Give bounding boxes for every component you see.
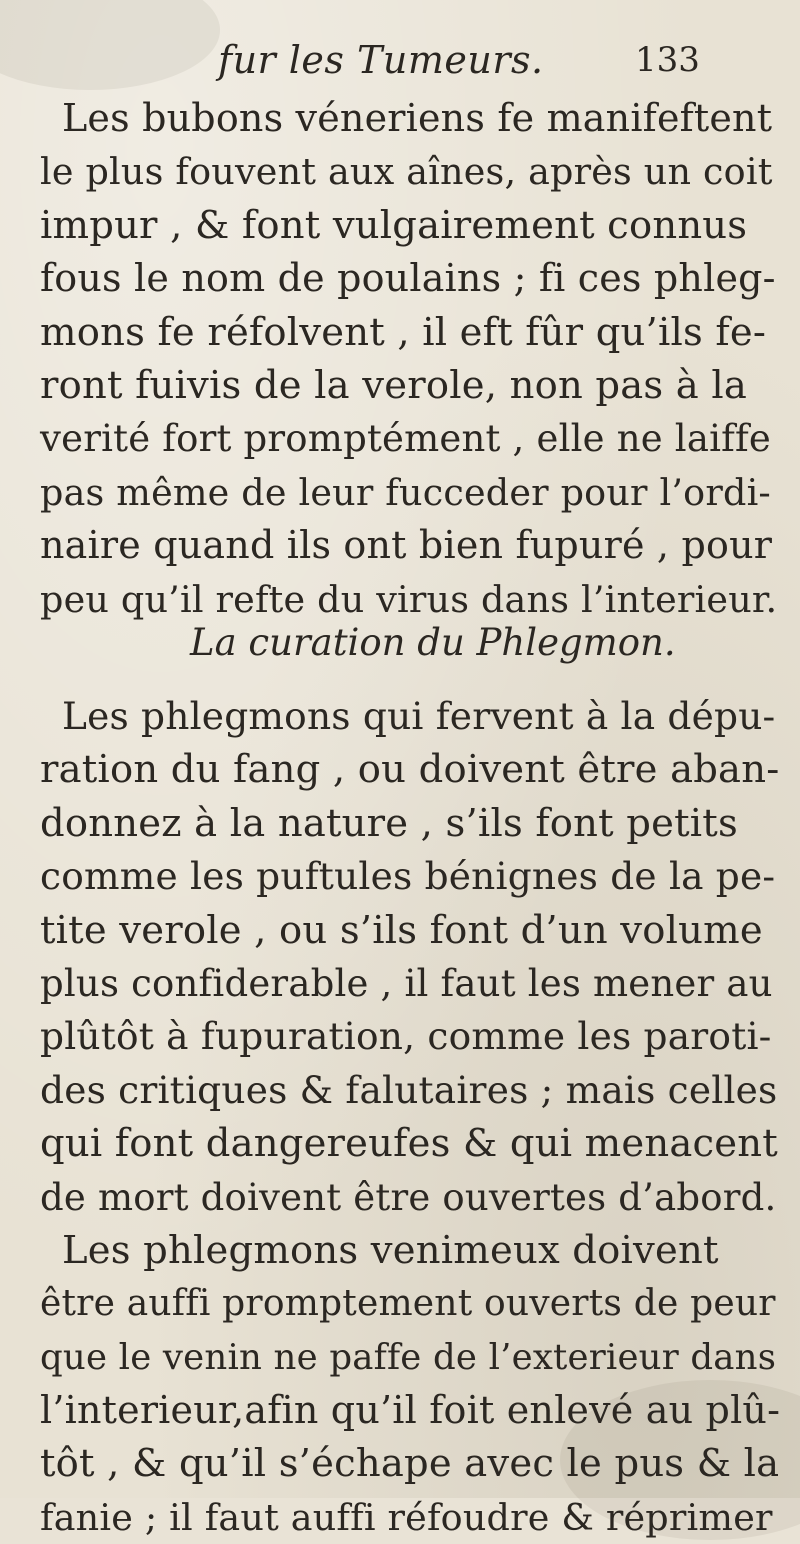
text-line: ront fuivis de la verole, non pas à la — [40, 362, 748, 408]
text-line: impur , & font vulgairement connus — [40, 202, 748, 248]
text-line: fous le nom de poulains ; fi ces phleg- — [40, 256, 776, 301]
paragraph-phlegmons — [40, 690, 780, 1544]
running-head: fur les Tumeurs. — [218, 38, 544, 82]
text-line: verité fort promptément , elle ne laiffe — [40, 417, 771, 461]
page-header — [0, 38, 800, 98]
text-line: Les phlegmons venimeux doivent — [62, 1227, 719, 1273]
page-number: 133 — [635, 40, 700, 80]
text-line: ration du fang , ou doivent être aban- — [40, 747, 780, 793]
text-line: le plus fouvent aux aînes, après un coit — [40, 150, 773, 194]
text-line: naire quand ils ont bien fupuré , pour — [40, 523, 773, 568]
text-line: comme les puftules bénignes de la pe- — [40, 854, 776, 899]
text-line: peu qu’il refte du virus dans l’interieur. — [40, 577, 778, 621]
text-line: être auffi promptement ouverts de peur — [40, 1283, 776, 1325]
text-line: plûtôt à fupuration, comme les paroti- — [40, 1014, 772, 1059]
text-line: mons fe réfolvent , il eft fûr qu’ils fe- — [40, 309, 767, 355]
paragraph-bubons — [40, 92, 780, 626]
text-line: pas même de leur fucceder pour l’ordi- — [40, 470, 771, 514]
text-line: qui font dangereufes & qui menacent — [40, 1121, 778, 1167]
text-line: que le venin ne paffe de l’exterieur dans — [40, 1336, 777, 1378]
text-line: des critiques & falutaires ; mais celles — [40, 1067, 778, 1112]
text-line: de mort doivent être ouvertes d’abord. — [40, 1175, 777, 1219]
section-heading: La curation du Phlegmon. — [190, 621, 676, 664]
text-line: l’interieur,afin qu’il foit enlevé au plû- — [40, 1388, 781, 1433]
text-line: Les bubons véneriens fe manifeftent — [62, 96, 773, 140]
text-line: fanie ; il faut auffi réfoudre & réprimer — [40, 1495, 773, 1539]
text-line: Les phlegmons qui fervent à la dépu- — [62, 694, 776, 738]
text-line: tôt , & qu’il s’échape avec le pus & la — [40, 1441, 780, 1487]
text-line: tite verole , ou s’ils font d’un volume — [40, 907, 763, 953]
text-line: plus confiderable , il faut les mener au — [40, 961, 773, 1005]
text-line: donnez à la nature , s’ils font petits — [40, 800, 738, 846]
